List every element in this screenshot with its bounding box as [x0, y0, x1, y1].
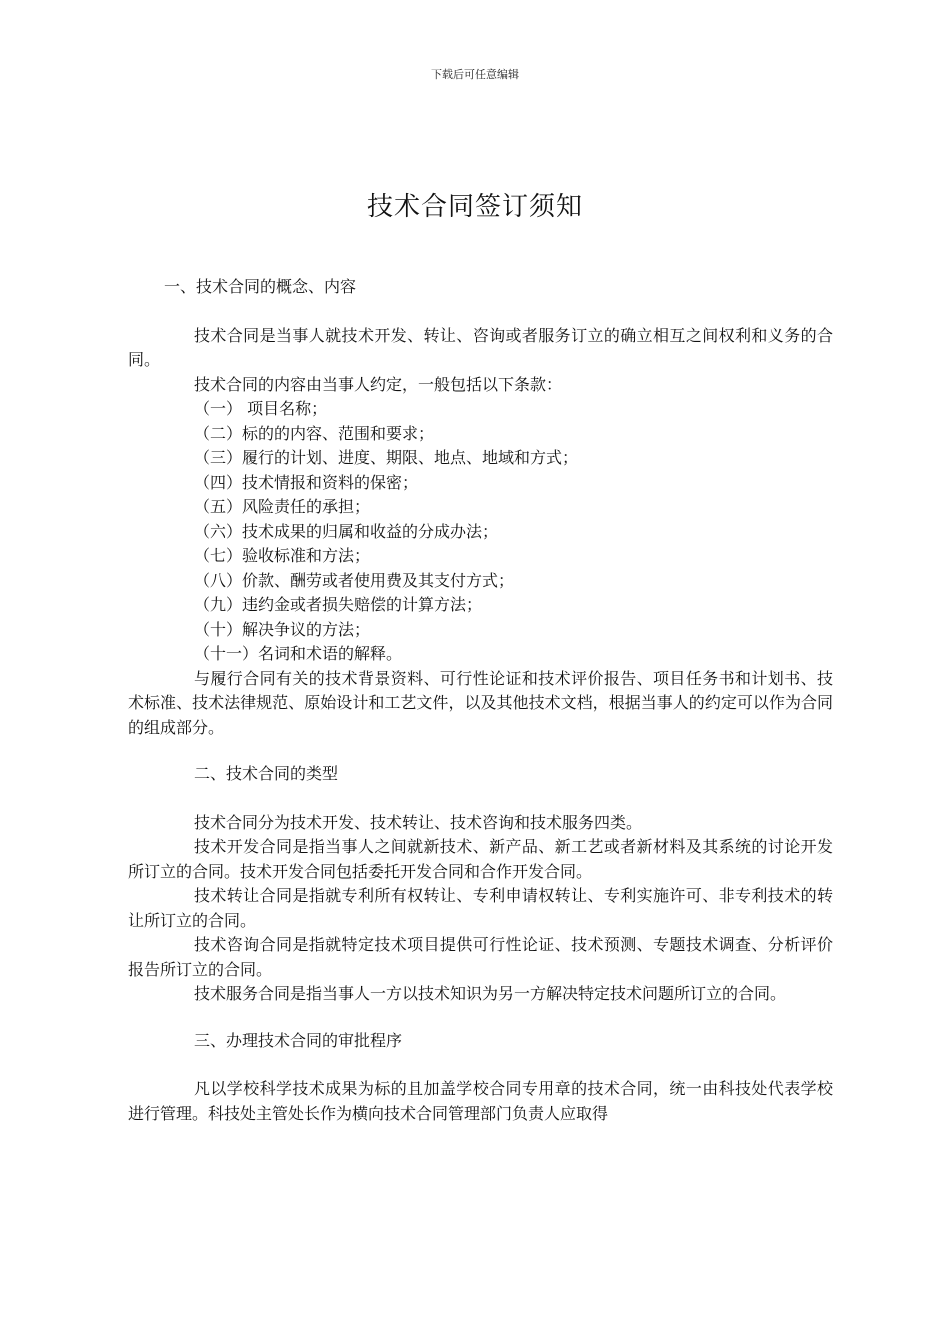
section-3-heading: 三、办理技术合同的审批程序 — [194, 1030, 403, 1050]
document-title: 技术合同签订须知 — [366, 192, 583, 222]
section-1-paragraph-3: 与履行合同有关的技术背景资料、可行性论证和技术评价报告、项目任务书和计划书、技术标准、技术法律规范、原始设计和工艺文件，以及其他技术文档，根据当事人的约定可以作为合同的组成部分。 — [128, 668, 833, 737]
document-body — [128, 275, 833, 1126]
section-2-paragraph-4: 技术咨询合同是指就特定技术项目提供可行性论证、技术预测、专题技术调查、分析评价报告所订立的合同。 — [128, 935, 833, 979]
section-1-paragraph-2: 技术合同的内容由当事人约定，一般包括以下条款： — [194, 374, 563, 394]
clause-item: （六）技术成果的归属和收益的分成办法； — [194, 521, 499, 541]
section-3-paragraph-1: 凡以学校科学技术成果为标的且加盖学校合同专用章的技术合同，统一由科技处代表学校进行管理。科技处主管处长作为横向技术合同管理部门负责人应取得 — [128, 1079, 833, 1123]
section-2-paragraph-3: 技术转让合同是指就专利所有权转让、专利申请权转让、专利实施许可、非专利技术的转让所订立的合同。 — [128, 886, 833, 930]
clause-item: （一） 项目名称； — [194, 399, 328, 418]
clause-item: （七）验收标准和方法； — [194, 546, 371, 565]
clause-item: （二）标的的内容、范围和要求； — [194, 423, 435, 443]
page-header-note: 下载后可任意编辑 — [431, 68, 519, 81]
clause-item: （十一）名词和术语的解释。 — [194, 644, 403, 663]
clause-item: （三）履行的计划、进度、期限、地点、地域和方式； — [194, 448, 579, 467]
clause-item: （九）违约金或者损失赔偿的计算方法； — [194, 595, 483, 614]
clause-item: （八）价款、酬劳或者使用费及其支付方式； — [194, 570, 515, 590]
clause-item: （十）解决争议的方法； — [194, 619, 371, 639]
section-2-paragraph-5: 技术服务合同是指当事人一方以技术知识为另一方解决特定技术问题所订立的合同。 — [194, 984, 787, 1003]
section-2-paragraph-1: 技术合同分为技术开发、技术转让、技术咨询和技术服务四类。 — [194, 812, 643, 832]
clause-item: （五）风险责任的承担； — [194, 497, 371, 516]
section-1-heading: 一、技术合同的概念、内容 — [164, 277, 357, 296]
section-2-heading: 二、技术合同的类型 — [194, 764, 339, 783]
clause-item: （四）技术情报和资料的保密； — [194, 472, 419, 492]
section-1-paragraph-1: 技术合同是当事人就技术开发、转让、咨询或者服务订立的确立相互之间权利和义务的合同。 — [128, 325, 833, 369]
section-2-paragraph-2: 技术开发合同是指当事人之间就新技术、新产品、新工艺或者新材料及其系统的讨论开发所订立的合同。技术开发合同包括委托开发合同和合作开发合同。 — [128, 837, 833, 881]
